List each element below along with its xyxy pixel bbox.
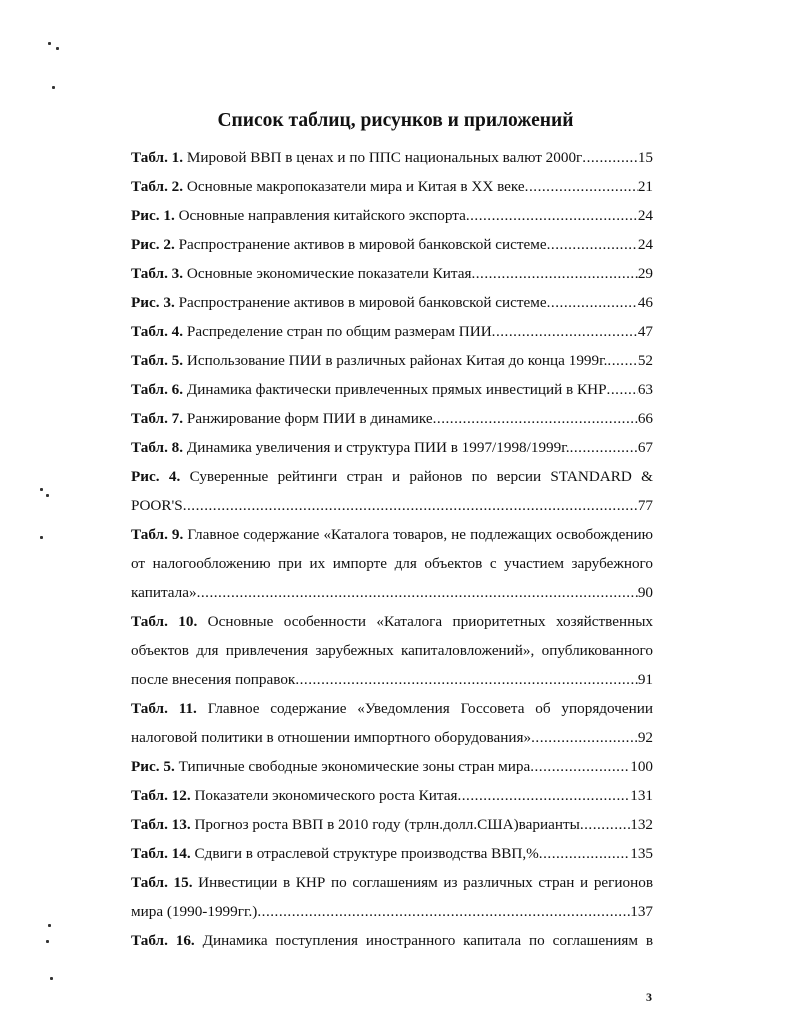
entry-label: Табл. 10. xyxy=(131,613,198,630)
scan-artifact xyxy=(52,86,55,89)
toc-entry xyxy=(131,462,653,520)
toc-entry xyxy=(131,346,653,375)
entry-page-number: 15 xyxy=(637,149,653,166)
entry-page-number: 24 xyxy=(637,207,653,224)
toc-entry-line xyxy=(131,375,653,404)
entry-title: Основные особенности «Каталога приоритетных хозяйственных xyxy=(207,613,653,630)
entry-label: Табл. 3. xyxy=(131,265,184,282)
entry-label: Табл. 6. xyxy=(131,381,184,398)
scan-artifact xyxy=(48,924,51,927)
entry-label: Табл. 15. xyxy=(131,874,193,891)
entry-page-number: 100 xyxy=(630,758,653,775)
entry-title: POOR'S xyxy=(131,497,183,514)
entry-label: Рис. 5. xyxy=(131,758,175,775)
scan-artifact xyxy=(40,488,43,491)
entry-title: Главное содержание «Уведомления Госсовета об упорядочении xyxy=(207,700,653,717)
toc-list xyxy=(131,143,653,955)
toc-entry xyxy=(131,404,653,433)
entry-label: Табл. 11. xyxy=(131,700,197,717)
entry-page-number: 135 xyxy=(630,845,653,862)
entry-title: после внесения поправок xyxy=(131,671,296,688)
toc-entry-line xyxy=(131,317,653,346)
scan-artifact xyxy=(56,47,59,50)
entry-label: Табл. 12. xyxy=(131,787,191,804)
entry-label: Табл. 9. xyxy=(131,526,184,543)
entry-title: Динамика фактически привлеченных прямых инвестиций в КНР xyxy=(186,381,607,398)
toc-entry-line xyxy=(131,723,653,752)
entry-title: Использование ПИИ в различных районах Китая до конца 1999г. xyxy=(186,352,608,369)
toc-entry xyxy=(131,926,653,955)
toc-entry-line xyxy=(131,520,653,549)
toc-entry xyxy=(131,752,653,781)
toc-entry-line xyxy=(131,665,653,694)
entry-page-number: 47 xyxy=(637,323,653,340)
entry-label: Табл. 13. xyxy=(131,816,191,833)
toc-entry xyxy=(131,607,653,694)
entry-page-number: 77 xyxy=(637,497,653,514)
toc-entry xyxy=(131,375,653,404)
scan-artifact xyxy=(40,536,43,539)
entry-page-number: 63 xyxy=(637,381,653,398)
dot-leader xyxy=(492,317,638,346)
entry-title: Типичные свободные экономические зоны стран мира xyxy=(178,758,531,775)
dot-leader xyxy=(547,230,638,259)
entry-page-number: 131 xyxy=(630,787,653,804)
entry-title: Динамика поступления иностранного капитала по соглашениям в xyxy=(202,932,653,949)
toc-entry-line xyxy=(131,926,653,955)
toc-entry-line xyxy=(131,897,653,926)
toc-entry-line xyxy=(131,143,653,172)
toc-entry-line xyxy=(131,839,653,868)
entry-label: Табл. 7. xyxy=(131,410,184,427)
entry-page-number: 21 xyxy=(637,178,653,195)
entry-page-number: 52 xyxy=(637,352,653,369)
entry-page-number: 90 xyxy=(637,584,653,601)
scan-artifact xyxy=(50,977,53,980)
toc-entry xyxy=(131,230,653,259)
entry-label: Табл. 1. xyxy=(131,149,184,166)
entry-title: Инвестиции в КНР по соглашениям из различных стран и регионов xyxy=(198,874,653,891)
entry-page-number: 132 xyxy=(630,816,653,833)
entry-label: Рис. 1. xyxy=(131,207,175,224)
dot-leader xyxy=(530,752,630,781)
entry-page-number: 66 xyxy=(637,410,653,427)
toc-entry-line xyxy=(131,752,653,781)
toc-entry-line xyxy=(131,694,653,723)
toc-entry-line xyxy=(131,433,653,462)
entry-page-number: 29 xyxy=(637,265,653,282)
dot-leader xyxy=(582,143,638,172)
entry-label: Табл. 4. xyxy=(131,323,184,340)
entry-label: Рис. 2. xyxy=(131,236,175,253)
entry-title: Главное содержание «Каталога товаров, не подлежащих освобождению xyxy=(187,526,653,543)
entry-title: Мировой ВВП в ценах и по ППС национальных валют 2000г xyxy=(186,149,583,166)
toc-entry-line xyxy=(131,810,653,839)
toc-entry xyxy=(131,694,653,752)
entry-label: Табл. 16. xyxy=(131,932,195,949)
dot-leader xyxy=(295,665,638,694)
entry-title: Показатели экономического роста Китая xyxy=(194,787,458,804)
dot-leader xyxy=(525,172,638,201)
entry-label: Табл. 5. xyxy=(131,352,184,369)
entry-title: Распределение стран по общим размерам ПИИ xyxy=(186,323,492,340)
entry-title: Сдвиги в отраслевой структуре производства ВВП,% xyxy=(194,845,539,862)
toc-entry-line xyxy=(131,346,653,375)
dot-leader xyxy=(531,723,638,752)
dot-leader xyxy=(197,578,638,607)
entry-page-number: 67 xyxy=(637,439,653,456)
toc-entry-line xyxy=(131,636,653,665)
dot-leader xyxy=(183,491,638,520)
entry-title: Ранжирование форм ПИИ в динамике xyxy=(186,410,433,427)
page-title: Список таблиц, рисунков и приложений xyxy=(217,110,574,131)
dot-leader xyxy=(607,346,637,375)
toc-entry xyxy=(131,317,653,346)
toc-entry xyxy=(131,259,653,288)
entry-title: Основные экономические показатели Китая xyxy=(186,265,472,282)
entry-title: Основные направления китайского экспорта xyxy=(178,207,466,224)
entry-title: Распространение активов в мировой банковской системе xyxy=(178,294,547,311)
entry-label: Табл. 14. xyxy=(131,845,191,862)
toc-entry-line xyxy=(131,201,653,230)
toc-entry-line xyxy=(131,462,653,491)
toc-entry xyxy=(131,433,653,462)
toc-entry-line xyxy=(131,578,653,607)
dot-leader xyxy=(457,781,630,810)
toc-entry xyxy=(131,781,653,810)
entry-page-number: 137 xyxy=(630,903,653,920)
toc-entry xyxy=(131,143,653,172)
scan-artifact xyxy=(48,42,51,45)
entry-label: Рис. 4. xyxy=(131,468,181,485)
dot-leader xyxy=(471,259,637,288)
dot-leader xyxy=(570,433,638,462)
entry-label: Табл. 2. xyxy=(131,178,184,195)
entry-label: Рис. 3. xyxy=(131,294,175,311)
toc-entry xyxy=(131,201,653,230)
dot-leader xyxy=(547,288,638,317)
toc-entry xyxy=(131,172,653,201)
dot-leader xyxy=(539,839,630,868)
entry-title: объектов для привлечения зарубежных капиталовложений», опубликованного xyxy=(131,642,653,659)
dot-leader xyxy=(580,810,630,839)
toc-entry xyxy=(131,839,653,868)
entry-title: Распространение активов в мировой банковской системе xyxy=(178,236,547,253)
entry-title: Основные макропоказатели мира и Китая в XX веке xyxy=(186,178,525,195)
toc-entry-line xyxy=(131,172,653,201)
entry-page-number: 24 xyxy=(637,236,653,253)
toc-entry-line xyxy=(131,259,653,288)
scan-artifact xyxy=(46,940,49,943)
toc-entry-line xyxy=(131,549,653,578)
entry-title: от налогообложению при их импорте для объектов с участием зарубежного xyxy=(131,555,653,572)
entry-title: налоговой политики в отношении импортного оборудования» xyxy=(131,729,532,746)
dot-leader xyxy=(466,201,638,230)
entry-page-number: 92 xyxy=(637,729,653,746)
entry-title: Прогноз роста ВВП в 2010 году (трлн.долл.США)варианты xyxy=(194,816,580,833)
entry-title: Суверенные рейтинги стран и районов по версии STANDARD & xyxy=(189,468,653,485)
dot-leader xyxy=(607,375,638,404)
entry-title: мира (1990-1999гг.) xyxy=(131,903,258,920)
page-number: 3 xyxy=(646,990,652,1004)
dot-leader xyxy=(257,897,630,926)
toc-entry-line xyxy=(131,607,653,636)
toc-entry-line xyxy=(131,491,653,520)
scan-artifact xyxy=(46,494,49,497)
entry-title: Динамика увеличения и структура ПИИ в 1997/1998/1999г. xyxy=(186,439,570,456)
toc-entry-line xyxy=(131,781,653,810)
entry-page-number: 46 xyxy=(637,294,653,311)
toc-entry xyxy=(131,868,653,926)
entry-label: Табл. 8. xyxy=(131,439,184,456)
toc-entry xyxy=(131,288,653,317)
toc-entry xyxy=(131,520,653,607)
toc-entry-line xyxy=(131,288,653,317)
toc-entry-line xyxy=(131,230,653,259)
entry-page-number: 91 xyxy=(637,671,653,688)
dot-leader xyxy=(433,404,638,433)
toc-entry-line xyxy=(131,868,653,897)
entry-title: капитала» xyxy=(131,584,197,601)
toc-entry-line xyxy=(131,404,653,433)
toc-entry xyxy=(131,810,653,839)
